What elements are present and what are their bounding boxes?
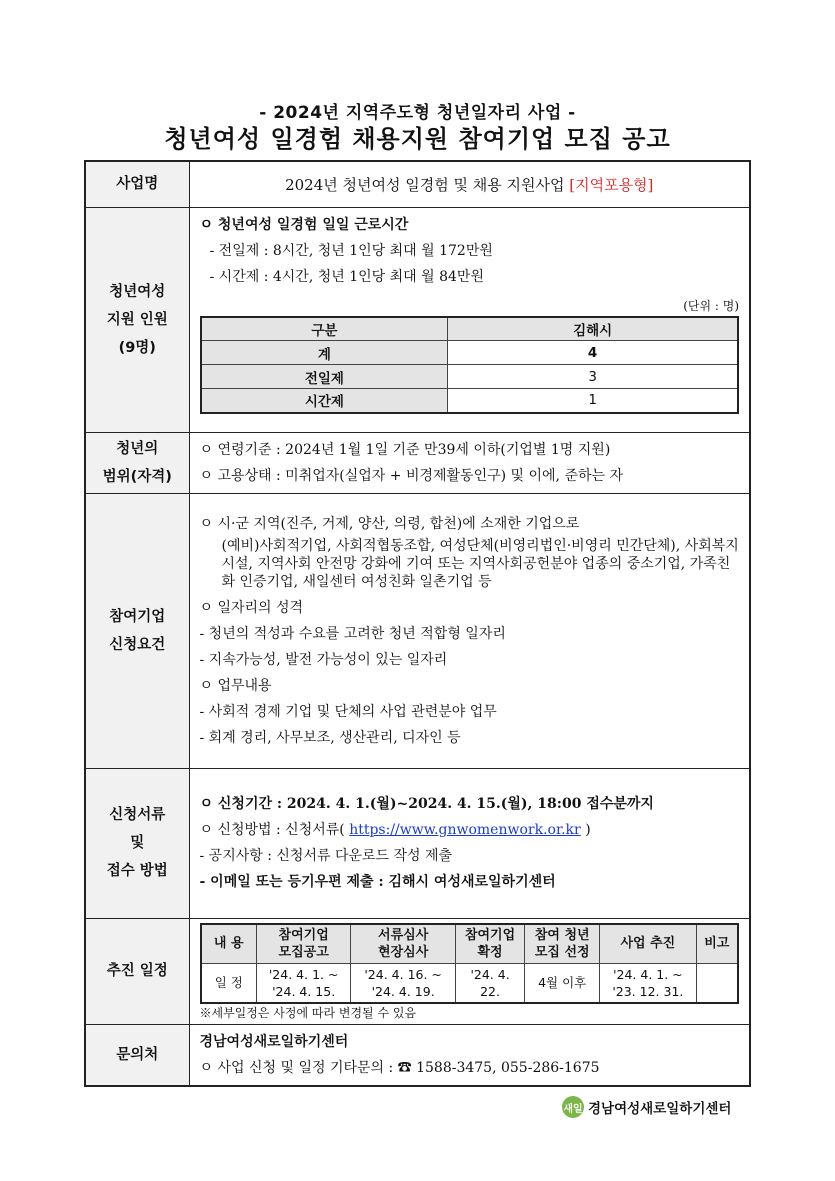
scope-item: ㅇ 연령기준 : 2024년 1월 1일 기준 만39세 이하(기업별 1명 지원) [199, 441, 611, 458]
application-label [85, 768, 189, 918]
business-label: 사업명 [85, 161, 189, 207]
method-suffix: ) [585, 822, 591, 838]
support-item: - 전일제 : 8시간, 청년 1인당 최대 월 172만원 [209, 242, 493, 259]
schedule-row [85, 918, 750, 1024]
row-label: 계 [201, 341, 448, 365]
row-label: 시간제 [201, 389, 448, 413]
announcement-table [84, 160, 751, 1087]
requirement-sub: - 청년의 적성과 수요를 고려한 청년 적합형 일자리 [199, 625, 506, 642]
schedule-content [189, 918, 750, 1024]
schedule-cell: '24. 4. 1. ~ '23. 12. 31. [600, 963, 696, 1003]
support-label-line: 청년여성 [109, 283, 166, 300]
schedule-label: 추진 일정 [85, 918, 189, 1024]
support-heading: ㅇ 청년여성 일경험 일일 근로시간 [199, 216, 409, 233]
row-label: 일 정 [201, 963, 257, 1003]
requirement-sub: - 사회적 경제 기업 및 단체의 사업 관련분야 업무 [199, 703, 497, 720]
schedule-cell [696, 963, 738, 1003]
contact-label: 문의처 [85, 1024, 189, 1086]
schedule-data-row [201, 963, 739, 1003]
column-header: 비고 [696, 924, 738, 964]
row-value: 3 [448, 365, 738, 389]
row-label: 전일제 [201, 365, 448, 389]
contact-org: 경남여성새로일하기센터 [199, 1033, 349, 1050]
requirement-item: ㅇ 업무내용 [199, 677, 272, 694]
requirement-item: ㅇ 시·군 지역(진주, 거제, 양산, 의령, 합천)에 소재한 기업으로 [199, 515, 580, 532]
application-row [85, 768, 750, 918]
footer [562, 1096, 731, 1118]
support-table [200, 316, 740, 414]
schedule-cell: 4월 이후 [525, 963, 600, 1003]
requirements-content [189, 493, 750, 768]
column-header: 참여기업 확정 [455, 924, 524, 964]
support-item: - 시간제 : 4시간, 청년 1인당 최대 월 84만원 [209, 268, 484, 285]
application-notice: - 공지사항 : 신청서류 다운로드 작성 제출 [199, 848, 453, 864]
support-label-line: (9명) [118, 339, 156, 356]
schedule-cell: '24. 4. 16. ~ '24. 4. 19. [351, 963, 456, 1003]
subtitle: - 2024년 지역주도형 청년일자리 사업 - [259, 103, 576, 123]
requirements-label [85, 493, 189, 768]
scope-row [85, 432, 750, 493]
contact-row [85, 1024, 750, 1086]
business-name-cell [189, 161, 750, 207]
column-header: 사업 추진 [600, 924, 696, 964]
scope-label-line: 범위(자격) [102, 468, 172, 485]
support-label-line: 지원 인원 [106, 311, 168, 328]
requirements-label-line: 신청요건 [109, 636, 166, 653]
contact-content [189, 1024, 750, 1086]
application-label-line: 신청서류 [109, 807, 166, 823]
column-header: 서류심사 현장심사 [351, 924, 456, 964]
table-row [201, 341, 739, 365]
page-title: 청년여성 일경험 채용지원 참여기업 모집 공고 [164, 125, 671, 153]
business-name: 2024년 청년여성 일경험 및 채용 지원사업 [285, 175, 565, 194]
requirement-detail: (예비)사회적기업, 사회적협동조합, 여성단체(비영리법인·비영리 민간단체), 사회복지시설, 지역사회 안전망 강화에 기여 또는 지역사회공헌분야 업종의 중소기업, 가족친화 인증기업, 새일센터 여성친화 일촌기업 등 [221, 537, 739, 590]
table-row [201, 365, 739, 389]
requirements-label-line: 참여기업 [109, 608, 166, 625]
scope-label [85, 432, 189, 493]
row-value: 4 [448, 341, 738, 365]
saeil-logo-icon: 새일 [562, 1096, 584, 1118]
application-link[interactable]: https://www.gnwomenwork.or.kr [349, 822, 581, 838]
support-content [189, 207, 750, 432]
scope-item: ㅇ 고용상태 : 미취업자(실업자 + 비경제활동인구) 및 이에, 준하는 자 [199, 467, 623, 484]
column-header: 구분 [201, 317, 448, 341]
method-prefix: ㅇ 신청방법 : 신청서류( [199, 822, 345, 838]
support-table-header [201, 317, 739, 341]
column-header: 참여 청년 모집 선정 [525, 924, 600, 964]
column-header: 김해시 [448, 317, 738, 341]
application-period: ㅇ 신청기간 : 2024. 4. 1.(월)~2024. 4. 15.(월), 18:00 접수분까지 [199, 796, 654, 812]
row-value: 1 [448, 389, 738, 413]
contact-text: ㅇ 사업 신청 및 일정 기타문의 : ☎ 1588-3475, 055-286-1675 [199, 1059, 600, 1076]
scope-content [189, 432, 750, 493]
requirements-row [85, 493, 750, 768]
application-content [189, 768, 750, 918]
column-header: 내 용 [201, 924, 257, 964]
schedule-table [200, 923, 740, 1004]
unit-note: (단위 : 명) [683, 298, 739, 313]
schedule-header-row [201, 924, 739, 964]
requirement-sub: - 회계 경리, 사무보조, 생산관리, 디자인 등 [199, 729, 461, 746]
schedule-cell: '24. 4. 22. [455, 963, 524, 1003]
footer-org: 경남여성새로일하기센터 [588, 1101, 732, 1117]
support-label [85, 207, 189, 432]
column-header: 참여기업 모집공고 [257, 924, 351, 964]
requirement-sub: - 지속가능성, 발전 가능성이 있는 일자리 [199, 651, 448, 668]
support-row [85, 207, 750, 432]
schedule-note: ※세부일정은 사정에 따라 변경될 수 있음 [199, 1005, 417, 1020]
scope-label-line: 청년의 [116, 440, 159, 457]
requirement-item: ㅇ 일자리의 성격 [199, 599, 304, 616]
application-label-line: 접수 방법 [106, 863, 168, 879]
application-submit: - 이메일 또는 등기우편 제출 : 김해시 여성새로일하기센터 [199, 874, 556, 890]
table-row [201, 389, 739, 413]
business-tag: [지역포용형] [569, 175, 654, 194]
schedule-cell: '24. 4. 1. ~ '24. 4. 15. [257, 963, 351, 1003]
application-method [200, 817, 740, 843]
application-label-line: 및 [130, 835, 145, 851]
business-row [85, 161, 750, 207]
